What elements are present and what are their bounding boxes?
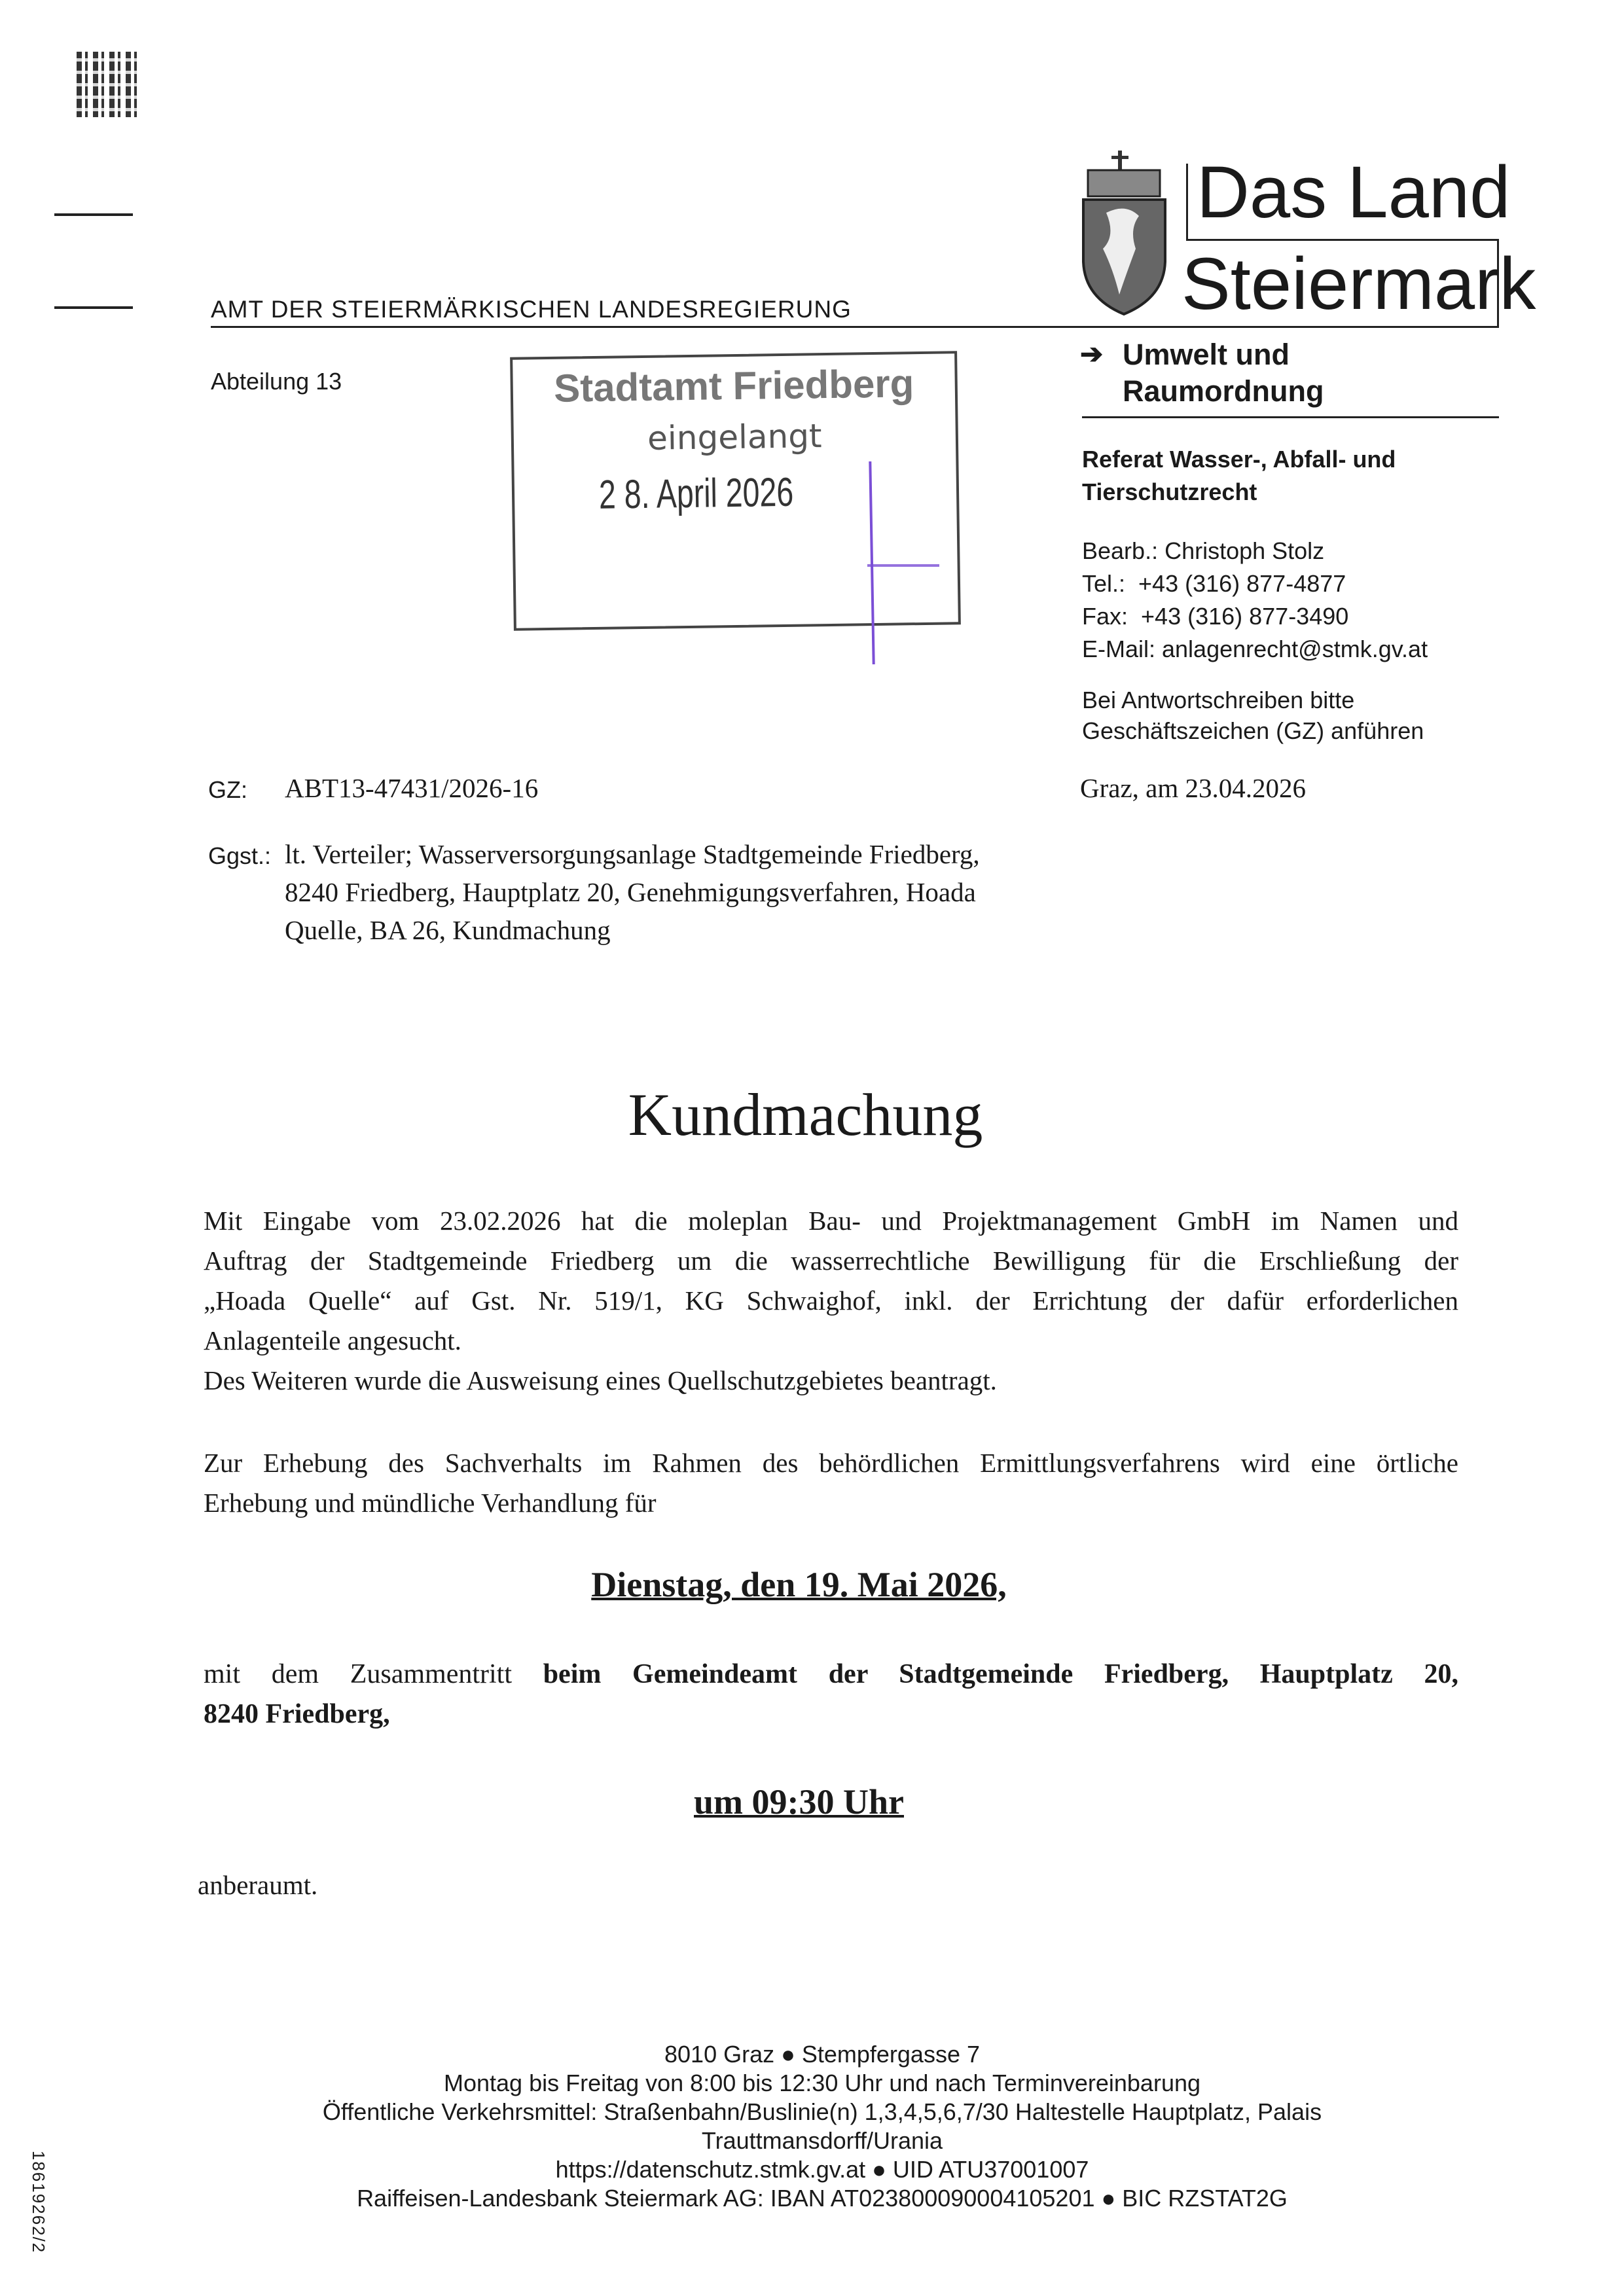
division-line-2: Raumordnung <box>1123 374 1324 408</box>
footer-line[interactable]: https://datenschutz.stmk.gv.at ● UID ATU37001007 <box>555 2156 1089 2183</box>
text-line: 8240 Friedberg, <box>204 1699 390 1729</box>
division-rule <box>1082 416 1499 418</box>
text-line: Mit Eingabe vom 23.02.2026 hat die moleplan Bau- und Projektmanagement GmbH im Namen und <box>204 1206 1458 1236</box>
venue-prefix: mit dem Zusammentritt <box>204 1659 543 1689</box>
hearing-date-text: Dienstag, den 19. Mai 2026, <box>591 1565 1007 1604</box>
stamp-title: Stadtamt Friedberg <box>553 361 914 410</box>
hearing-time <box>0 1782 1611 1822</box>
footer-line: Trauttmansdorff/Urania <box>701 2127 943 2154</box>
subject-line: 8240 Friedberg, Hauptplatz 20, Genehmigungsverfahren, Hoada <box>285 877 976 907</box>
footer-line: Öffentliche Verkehrsmittel: Straßenbahn/Buslinie(n) 1,3,4,5,6,7/30 Haltestelle Hauptplatz, Palais <box>322 2098 1322 2125</box>
division-line-1: Umwelt und <box>1123 338 1290 371</box>
footer-line: Raiffeisen-Landesbank Steiermark AG: IBAN AT023800090004105201 ● BIC RZSTAT2G <box>357 2185 1288 2212</box>
subject-label: Ggst.: <box>208 842 272 869</box>
closing-text: anberaumt. <box>198 1870 318 1900</box>
text-line: Des Weiteren wurde die Ausweisung eines Quellschutzgebietes beantragt. <box>204 1365 997 1395</box>
coat-of-arms-icon <box>1080 151 1168 317</box>
text-line: „Hoada Quelle“ auf Gst. Nr. 519/1, KG Schwaighof, inkl. der Errichtung der dafür erforderlichen <box>204 1285 1458 1316</box>
hearing-time-text: um 09:30 Uhr <box>694 1782 904 1821</box>
reply-note-1: Bei Antwortschreiben bitte <box>1082 687 1355 713</box>
reply-note-2: Geschäftszeichen (GZ) anführen <box>1082 717 1424 744</box>
pen-mark <box>867 564 939 567</box>
contact-handler: Bearb.: Christoph Stolz <box>1082 537 1325 564</box>
stamp-status: eingelangt <box>647 417 822 457</box>
hearing-date <box>0 1564 1611 1605</box>
fold-mark <box>54 306 133 309</box>
subject-line: Quelle, BA 26, Kundmachung <box>285 915 611 945</box>
text-line: Zur Erhebung des Sachverhalts im Rahmen des behördlichen Ermittlungsverfahrens wird eine örtliche <box>204 1448 1458 1478</box>
contact-email[interactable]: E-Mail: anlagenrecht@stmk.gv.at <box>1082 636 1428 662</box>
side-code: 18619262/2 <box>29 2150 49 2254</box>
logo-frame <box>1186 164 1188 239</box>
received-stamp <box>510 351 961 630</box>
gz-label: GZ: <box>208 776 247 803</box>
text-line: Auftrag der Stadtgemeinde Friedberg um die wasserrechtliche Bewilligung für die Erschließung der <box>204 1246 1458 1276</box>
text-line: Anlagenteile angesucht. <box>204 1325 461 1355</box>
paragraph-venue <box>204 1655 1458 1734</box>
logo-line-2: Steiermark <box>1182 243 1536 325</box>
fold-mark <box>54 213 133 216</box>
contact-fax: Fax: +43 (316) 877-3490 <box>1082 603 1349 630</box>
contact-tel: Tel.: +43 (316) 877-4877 <box>1082 570 1346 597</box>
unit-line-2: Tierschutzrecht <box>1082 478 1257 505</box>
footer <box>262 2040 1382 2213</box>
subject-line: lt. Verteiler; Wasserversorgungsanlage Stadtgemeinde Friedberg, <box>285 839 980 869</box>
text-line: Erhebung und mündliche Verhandlung für <box>204 1488 657 1518</box>
arrow-right-icon: ➔ <box>1080 338 1104 369</box>
logo-line-1: Das Land <box>1197 151 1511 233</box>
footer-line: Montag bis Freitag von 8:00 bis 12:30 Uhr und nach Terminvereinbarung <box>443 2070 1201 2096</box>
footer-line: 8010 Graz ● Stempfergasse 7 <box>664 2041 980 2068</box>
paragraph-hearing <box>204 1443 1458 1523</box>
text-line <box>204 1655 1458 1695</box>
logo-frame <box>1186 239 1499 241</box>
document-title: Kundmachung <box>628 1081 983 1148</box>
gz-value: ABT13-47431/2026-16 <box>285 773 539 803</box>
document-barcode <box>77 52 142 117</box>
header-rule <box>211 326 1499 328</box>
place-date: Graz, am 23.04.2026 <box>1080 773 1306 803</box>
venue-address: beim Gemeindeamt der Stadtgemeinde Friedberg, Hauptplatz 20, <box>543 1659 1458 1689</box>
sender-office: AMT DER STEIERMÄRKISCHEN LANDESREGIERUNG <box>211 296 852 323</box>
department: Abteilung 13 <box>211 368 342 395</box>
stamp-date: 2 8. April 2026 <box>598 469 794 518</box>
paragraph-application <box>204 1201 1458 1401</box>
unit-line-1: Referat Wasser-, Abfall- und <box>1082 446 1396 473</box>
